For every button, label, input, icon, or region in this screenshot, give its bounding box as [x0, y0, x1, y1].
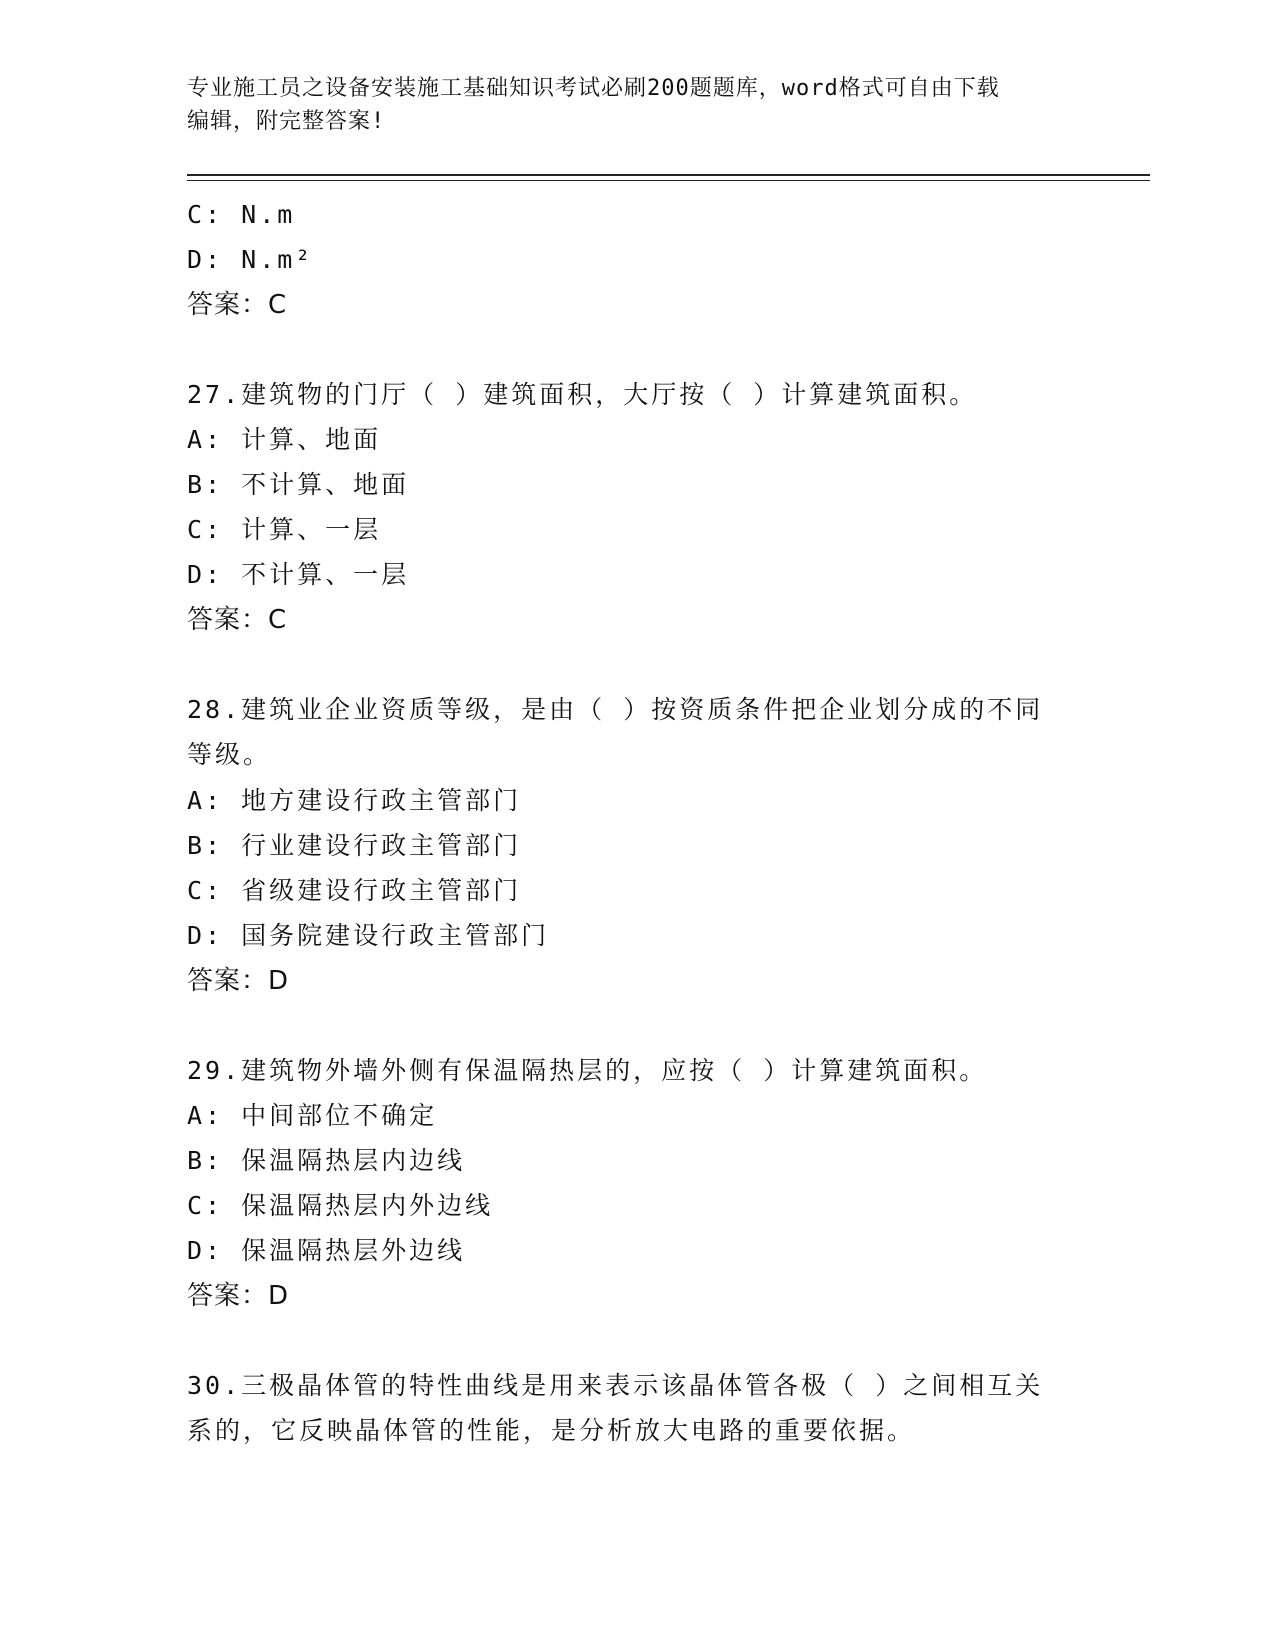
question-text-continued: 系的，它反映晶体管的性能，是分析放大电路的重要依据。: [187, 1416, 916, 1445]
option-b: B: 不计算、地面: [187, 470, 410, 499]
question-block-30: [187, 1363, 1087, 1454]
question-block-29: [187, 1048, 1087, 1319]
spacer: [187, 1319, 1087, 1363]
option-b: B: 保温隔热层内边线: [187, 1146, 466, 1175]
option-a: A: 地方建设行政主管部门: [187, 786, 522, 815]
question-block-28: [187, 687, 1087, 1004]
option-b: B: 行业建设行政主管部门: [187, 831, 522, 860]
option-c: C: 省级建设行政主管部门: [187, 876, 522, 905]
option-c: C: N.m: [187, 200, 296, 229]
question-text: 28.建筑业企业资质等级，是由（ ）按资质条件把企业划分成的不同: [187, 695, 1044, 724]
option-a: A: 计算、地面: [187, 425, 382, 454]
question-text: 30.三极晶体管的特性曲线是用来表示该晶体管各极（ ）之间相互关: [187, 1371, 1044, 1400]
option-a: A: 中间部位不确定: [187, 1101, 438, 1130]
header-divider: [187, 174, 1150, 176]
option-d: D: N.m²: [187, 245, 314, 274]
answer-line: 答案：C: [187, 605, 288, 635]
answer-line: 答案：D: [187, 1281, 290, 1311]
answer-line: 答案：D: [187, 966, 290, 996]
header-line-1: 专业施工员之设备安装施工基础知识考试必刷200题题库，word格式可自由下载: [187, 76, 1000, 101]
header-line-2: 编辑，附完整答案!: [187, 109, 386, 134]
option-d: D: 国务院建设行政主管部门: [187, 921, 550, 950]
spacer: [187, 328, 1087, 372]
option-c: C: 计算、一层: [187, 515, 382, 544]
answer-line: 答案：C: [187, 290, 288, 320]
option-d: D: 不计算、一层: [187, 560, 410, 589]
question-list: [187, 192, 1087, 1454]
spacer: [187, 643, 1087, 687]
question-text: 27.建筑物的门厅（ ）建筑面积，大厅按（ ）计算建筑面积。: [187, 380, 978, 409]
question-text: 29.建筑物外墙外侧有保温隔热层的，应按（ ）计算建筑面积。: [187, 1056, 988, 1085]
spacer: [187, 1004, 1087, 1048]
question-block-26: [187, 192, 1087, 328]
question-text-continued: 等级。: [187, 740, 272, 769]
header-divider-thin: [187, 180, 1150, 181]
document-header: [187, 72, 1077, 138]
option-c: C: 保温隔热层内外边线: [187, 1191, 494, 1220]
option-d: D: 保温隔热层外边线: [187, 1236, 466, 1265]
question-block-27: [187, 372, 1087, 643]
